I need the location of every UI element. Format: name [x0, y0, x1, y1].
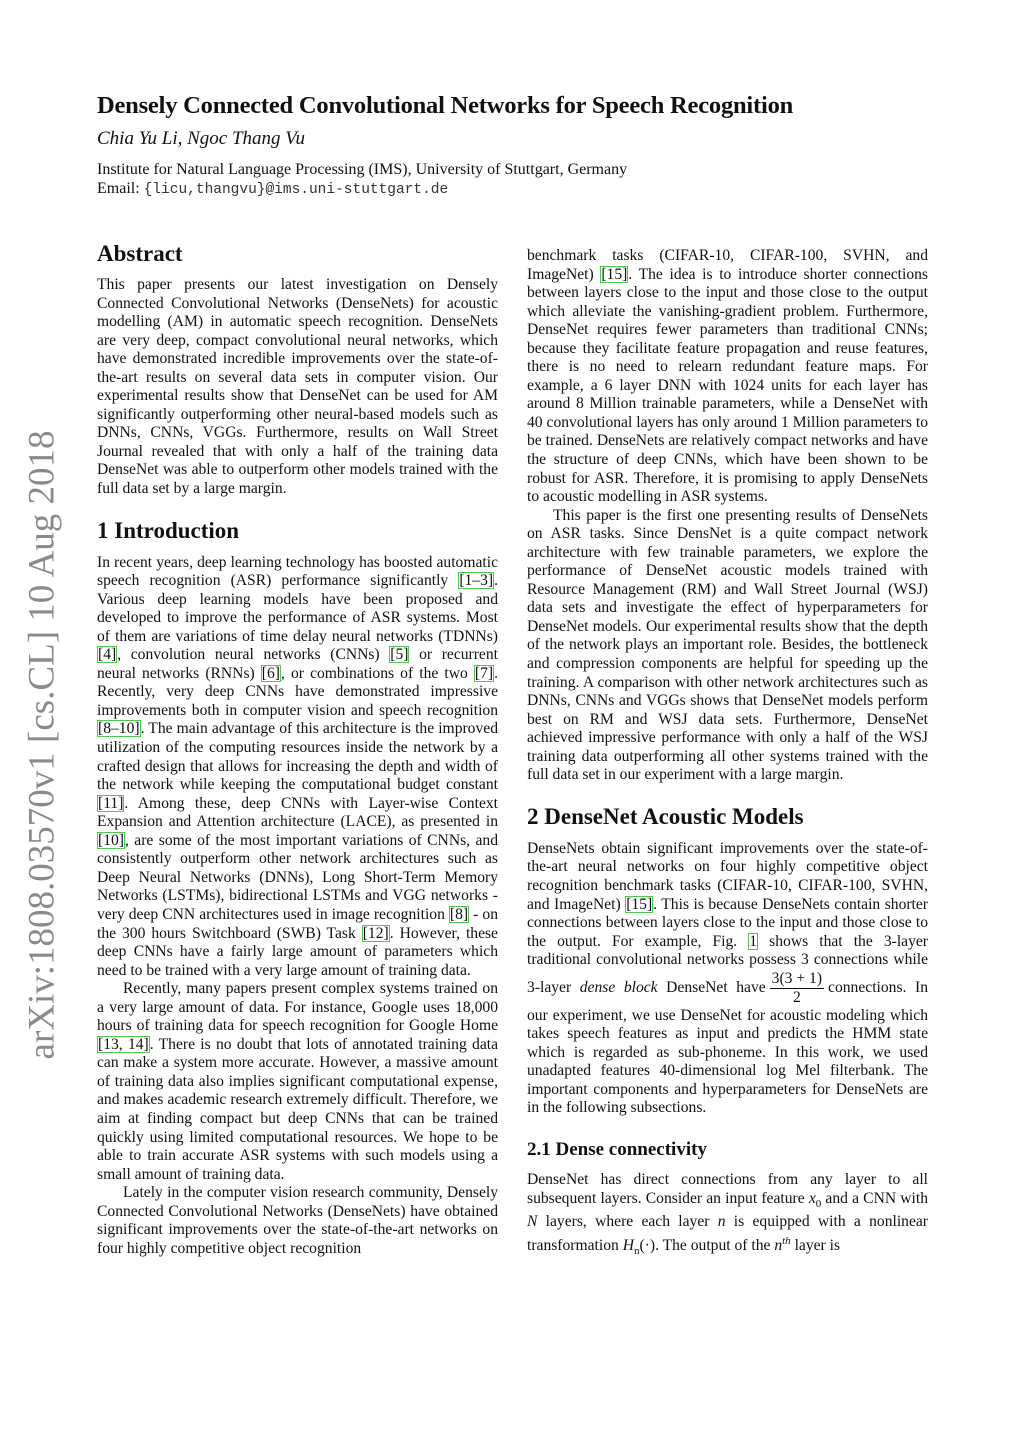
- citation-link[interactable]: [8]: [449, 905, 469, 923]
- citation-link[interactable]: 1: [749, 932, 758, 950]
- email-label: Email:: [97, 180, 140, 197]
- citation-link[interactable]: [5]: [390, 646, 409, 664]
- citation-link[interactable]: [8–10]: [98, 720, 140, 738]
- text-run: or recurrent neural networks (RNNs): [97, 646, 498, 682]
- affiliation: Institute for Natural Language Processing (IMS), University of Stuttgart, Germany: [97, 161, 628, 178]
- citation-link[interactable]: [6]: [261, 664, 280, 682]
- text-run: . There is no doubt that lots of annotated training data can make a system more accurate. However, a massive amount of training data also implies significant computational expense, and makes academic research extremely difficult. Therefore, we aim at finding compact but deep CNNs that can be trained quickly using limited computational resources. We hope to be able to train accurate ASR systems with such models using a small amount of training data.: [97, 1035, 498, 1183]
- citation-link[interactable]: [1–3]: [459, 572, 494, 590]
- text-run: , are some of the most important variations of CNNs, and consistently outperform other network architectures such as Deep Neural Networks (DNNs), Long Short-Term Memory Networks (LSTMs), bidirectional LSTMs and VGG networks - very deep CNN architectures used in image recognition: [97, 831, 498, 923]
- text-run: . This is because DenseNets contain shorter connections between layers close to the input and those close to the output. For example, Fig.: [527, 895, 929, 950]
- text-run: connections. In our experiment, we use DenseNet for acoustic modeling which takes speech features as input and predicts the HMM state which is regarded as sub-phoneme. In this work, we used unadapted features 40-dimensional log Mel filterbank. The important components and hyperparameters for DenseNets are in the following subsections.: [527, 978, 928, 1117]
- italic-text: n: [717, 1213, 726, 1231]
- paragraph: [97, 554, 498, 981]
- text-run: . The idea is to introduce shorter connections between layers close to the input and those close to the output which alleviate the vanishing-gradient problem. Furthermore, DenseNet requires fewer parameters than traditional CNNs; because they facilitate feature propagation and reuse features, there is no need to relearn redundant feature maps. For example, a 6 layer DNN with 1024 units for each layer has around 8 Million trainable parameters, while a DenseNet with 40 convolutional layers has only around 1 Million parameters to be trained. DenseNets are relatively compact networks and have the structure of deep CNNs, which have been shown to be robust for ASR. Therefore, it is promising to apply DenseNets to acoustic modelling in ASR systems.: [527, 265, 928, 506]
- paragraph: [527, 507, 928, 785]
- text-run: and a CNN with: [821, 1189, 928, 1207]
- citation-link[interactable]: [15]: [601, 265, 628, 283]
- text-run: layers, where each layer: [537, 1213, 718, 1231]
- math-or-emphasis: [808, 1189, 822, 1210]
- section-heading: 2.1 Dense connectivity: [527, 1138, 707, 1160]
- math-or-emphasis: [774, 1234, 791, 1254]
- citation-link[interactable]: [11]: [98, 794, 124, 812]
- section-heading: 1 Introduction: [97, 517, 240, 543]
- text-run: shows that the 3-layer traditional convolutional networks possess 3 connections while 3-layer: [527, 932, 928, 996]
- paragraph: [527, 840, 928, 1118]
- text-run: This paper is the first one presenting results of DenseNets on ASR tasks. Since DensNet is a quite compact network architecture with few trainable parameters, we explore the performance of DenseNet acoustic models trained with Resource Management (RM) and Wall Street Journal (WSJ) data sets and investigate the effect of hyperparameters for DenseNet models. Our experimental results show that the depth of the network plays an important role. Besides, the bottleneck and compression components are helpful for speeding up the training. A comparison with other network architectures such as DNNs, CNNs and VGGs shows that DenseNet models perform best on RM and WSJ data sets. Furthermore, DenseNet achieved impressive performance with only a half of the WSJ training data outperforming all other systems trained with the full data set in our experiment with a large margin.: [527, 506, 928, 784]
- text-run: Recently, many papers present complex systems trained on a very large amount of data. For instance, Google uses 18,000 hours of training data for speech recognition for Google Home: [97, 980, 498, 1035]
- math-or-emphasis: [718, 1213, 726, 1230]
- italic-text: x: [808, 1189, 816, 1207]
- denominator: 2: [792, 988, 801, 1006]
- citation-link[interactable]: [12]: [362, 924, 389, 942]
- authors: Chia Yu Li, Ngoc Thang Vu: [97, 128, 305, 149]
- paragraph: [97, 276, 498, 499]
- citation-link[interactable]: [15]: [626, 895, 653, 913]
- text-run: This paper presents our latest investigation on Densely Connected Convolutional Networks (DenseNets) for acoustic modelling (AM) in automatic speech recognition. DenseNets are very deep, compact convolutional neural networks, which have demonstrated incredible improvements over the state-of-the-art results on several data sets in computer vision. Our experimental results show that DenseNet can be used for AM significantly outperforming other neural-based models such as DNNs, CNNs, VGGs. Furthermore, results on Wall Street Journal revealed that with only a half of the training data DenseNet was able to outperform other models trained with the full data set by a large margin.: [97, 276, 498, 498]
- paragraph: [97, 980, 498, 1184]
- arxiv-stamp: arXiv:1808.03570v1 [cs.CL] 10 Aug 2018: [21, 430, 63, 1060]
- citation-link[interactable]: [4]: [98, 646, 117, 664]
- math-args: (·): [639, 1236, 656, 1254]
- left-column: [97, 240, 498, 1258]
- paper-title: Densely Connected Convolutional Networks for Speech Recognition: [97, 92, 794, 119]
- text-run: DenseNets obtain significant improvements over the state-of-the-art neural networks on four highly competitive object recognition benchmark tasks (CIFAR-10, CIFAR-100, SVHN, and ImageNet): [527, 839, 928, 913]
- subscript: n: [633, 1245, 640, 1258]
- paragraph: [97, 1184, 498, 1258]
- text-run: benchmark tasks (CIFAR-10, CIFAR-100, SVHN, and ImageNet): [527, 247, 928, 283]
- math-or-emphasis: [527, 1213, 537, 1230]
- paragraph: [527, 247, 928, 507]
- text-run: , or combinations of the two: [280, 664, 474, 682]
- text-run: In recent years, deep learning technology has boosted automatic speech recognition (ASR) performance significantly: [97, 553, 498, 590]
- text-run: DenseNet has direct connections from any layer to all subsequent layers. Consider an input feature: [527, 1170, 928, 1207]
- numerator: 3(3 + 1): [771, 969, 823, 987]
- text-run: is equipped with a nonlinear transformation: [527, 1213, 928, 1254]
- text-run: . The main advantage of this architecture is the improved utilization of the computing resources inside the network by a crafted design that allows for increasing the depth and width of the network while keeping the computational budget constant: [97, 720, 498, 794]
- citation-link[interactable]: [13, 14]: [98, 1035, 149, 1053]
- math-or-emphasis: [580, 979, 658, 996]
- subscript: 0: [815, 1197, 822, 1210]
- citation-link[interactable]: [7]: [474, 664, 494, 682]
- fraction: [770, 970, 824, 1007]
- italic-text: H: [622, 1236, 634, 1254]
- text-run: Lately in the computer vision research community, Densely Connected Convolutional Networks (DenseNets) have obtained significant improvements over the state-of-the-art networks on four highly competitive object recognition: [97, 1184, 498, 1257]
- text-run: . Various deep learning models have been proposed and developed to improve the performance of ASR systems. Most of them are variations of time delay neural networks (TDNNs): [97, 572, 498, 645]
- email: {licu,thangvu}@ims.uni-stuttgart.de: [143, 182, 449, 198]
- paragraph: [527, 1171, 928, 1261]
- email-line: [97, 179, 627, 200]
- affiliation-block: [97, 160, 627, 200]
- text-run: . Recently, very deep CNNs have demonstrated impressive improvements both in computer vision and speech recognition: [97, 664, 498, 719]
- text-run: - on the 300 hours Switchboard (SWB) Task: [97, 905, 498, 942]
- text-run: , convolution neural networks (CNNs): [117, 646, 390, 664]
- right-column: [527, 247, 928, 1261]
- section-heading: Abstract: [97, 241, 183, 266]
- citation-link[interactable]: [10]: [98, 831, 124, 849]
- text-run: layer is: [790, 1236, 841, 1254]
- text-run: . Among these, deep CNNs with Layer-wise Context Expansion and Attention architecture (LACE), as presented in: [97, 794, 498, 831]
- superscript: th: [782, 1234, 791, 1247]
- text-run: . However, these deep CNNs have a fairly large amount of parameters which need to be trained with a very large amount of training data.: [97, 924, 498, 979]
- math-or-emphasis: [622, 1236, 656, 1258]
- italic-text: dense block: [579, 978, 658, 996]
- italic-text: n: [774, 1236, 783, 1254]
- text-run: . The output of the: [655, 1236, 775, 1254]
- italic-text: N: [527, 1213, 538, 1231]
- text-run: DenseNet have: [657, 978, 766, 996]
- section-heading: 2 DenseNet Acoustic Models: [527, 803, 804, 829]
